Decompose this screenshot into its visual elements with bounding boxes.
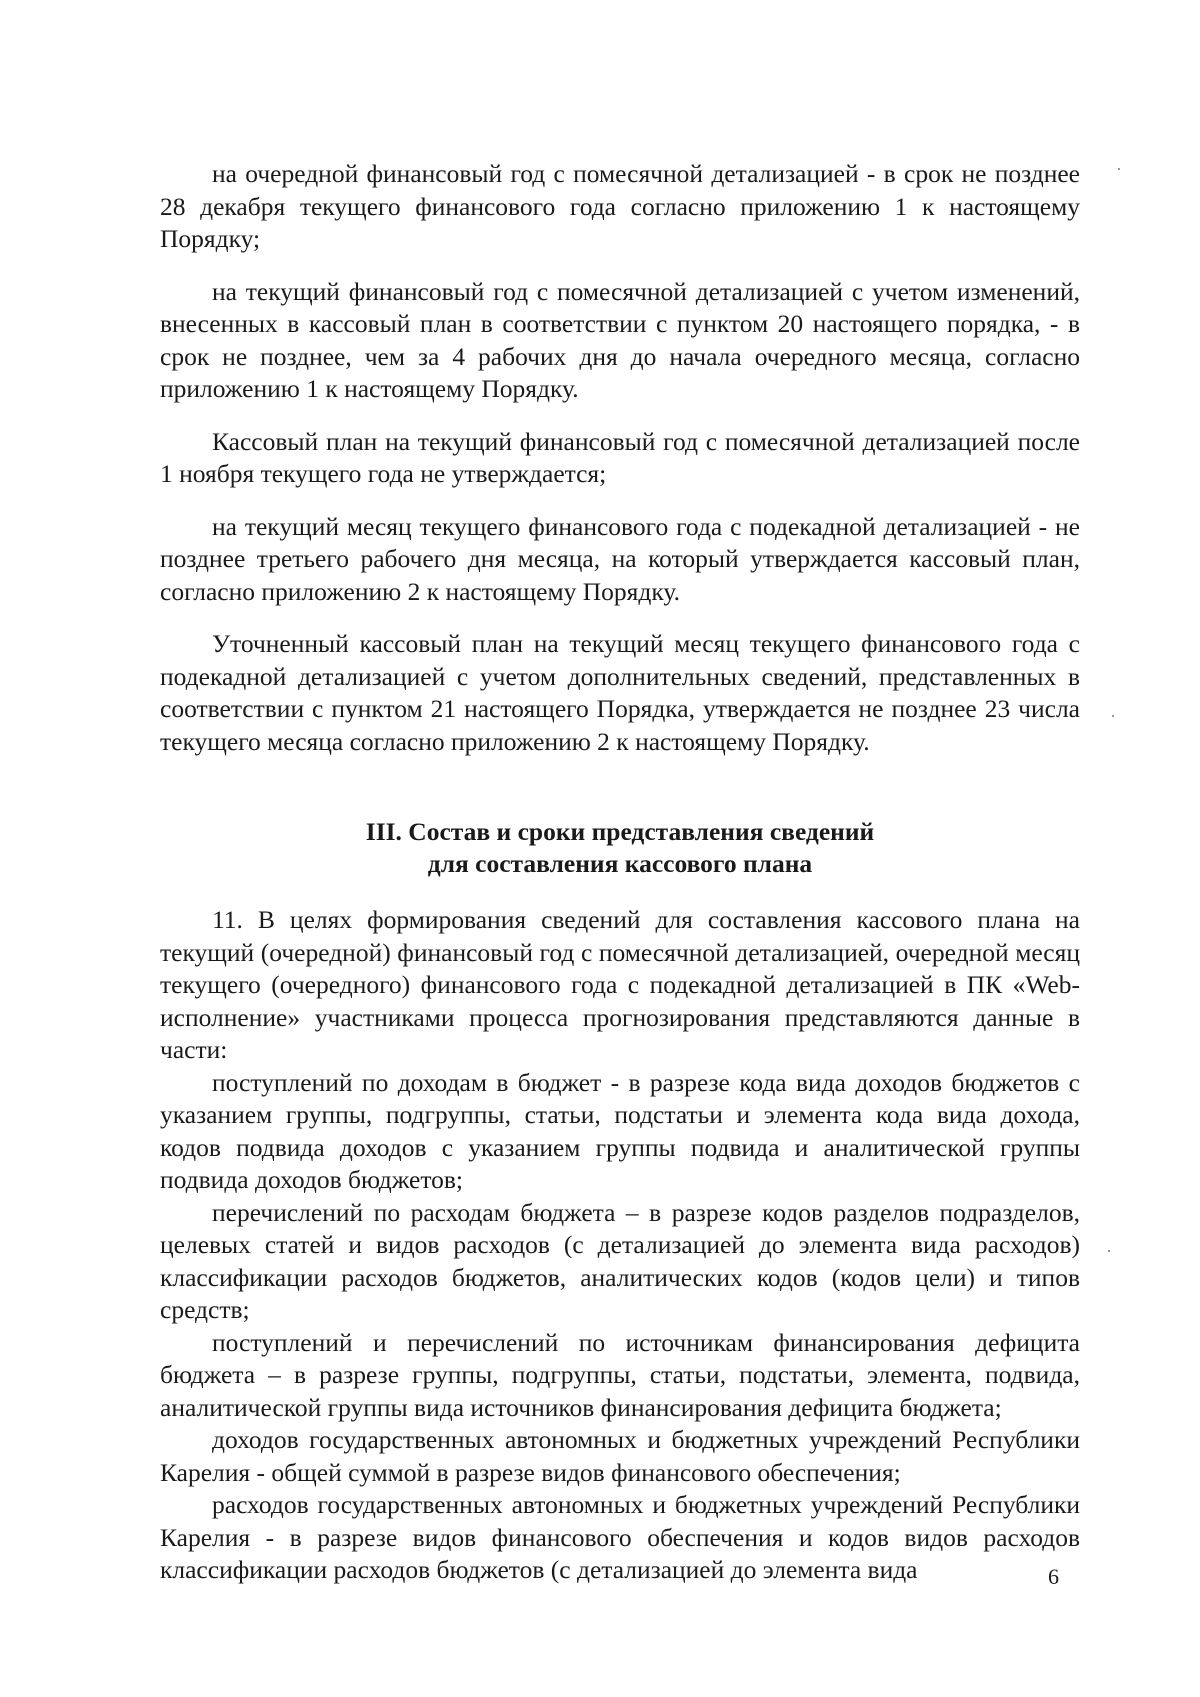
document-page	[160, 158, 1080, 1587]
paragraph: Кассовый план на текущий финансовый год с помесячной детализацией после 1 ноября текущего года не утверждается;	[160, 426, 1080, 488]
scan-speck	[1118, 168, 1120, 170]
paragraph: Уточненный кассовый план на текущий месяц текущего финансового года с подекадной детализацией с учетом дополнительных сведений, представленных в соответствии с пунктом 21 настоящего Порядка, утверждается не позднее 23 числа текущего месяца согласно приложению 2 к настоящему Порядку.	[160, 629, 1080, 756]
paragraph: перечислений по расходам бюджета – в разрезе кодов разделов подразделов, целевых статей и видов расходов (с детализацией до элемента вида расходов) классификации расходов бюджетов, аналитических кодов (кодов цели) и типов средств;	[160, 1197, 1080, 1324]
paragraph: 11. В целях формирования сведений для составления кассового плана на текущий (очередной) финансовый год с помесячной детализацией, очередной месяц текущего (очередного) финансового года с подекадной детализацией в ПК «Web-исполнение» участниками процесса прогнозирования представляются данные в части:	[160, 905, 1080, 1064]
paragraph: поступлений и перечислений по источникам финансирования дефицита бюджета – в разрезе группы, подгруппы, статьи, подстатьи, элемента, подвида, аналитической группы вида источников финансирования дефицита бюджета;	[160, 1327, 1080, 1422]
paragraph: на текущий финансовый год с помесячной детализацией с учетом изменений, внесенных в кассовый план в соответствии с пунктом 20 настоящего порядка, - в срок не позднее, чем за 4 рабочих дня до начала очередного месяца, согласно приложению 1 к настоящему Порядку.	[160, 276, 1080, 403]
section-heading	[160, 816, 1080, 880]
section-heading-line: III. Состав и сроки представления сведений	[365, 817, 875, 846]
paragraph: на текущий месяц текущего финансового года с подекадной детализацией - не позднее третьего рабочего дня месяца, на который утверждается кассовый план, согласно приложению 2 к настоящему Порядку.	[160, 511, 1080, 606]
paragraph: расходов государственных автономных и бюджетных учреждений Республики Карелия - в разрезе видов финансового обеспечения и кодов видов расходов классификации расходов бюджетов (с детализацией до элемента вида	[160, 1490, 1080, 1584]
scan-speck	[1108, 1250, 1110, 1252]
section-heading-line: для составления кассового плана	[427, 849, 813, 878]
paragraph: доходов государственных автономных и бюджетных учреждений Республики Карелия - общей суммой в разрезе видов финансового обеспечения;	[160, 1425, 1080, 1487]
page-number: 6	[1048, 1564, 1059, 1589]
paragraph: поступлений по доходам в бюджет - в разрезе кода вида доходов бюджетов с указанием группы, подгруппы, статьи, подстатьи и элемента кода вида дохода, кодов подвида доходов с указанием группы подвида и аналитической группы подвида доходов бюджетов;	[160, 1067, 1080, 1194]
scan-speck	[1112, 715, 1114, 717]
paragraph: на очередной финансовый год с помесячной детализацией - в срок не позднее 28 декабря текущего финансового года согласно приложению 1 к настоящему Порядку;	[160, 159, 1080, 253]
